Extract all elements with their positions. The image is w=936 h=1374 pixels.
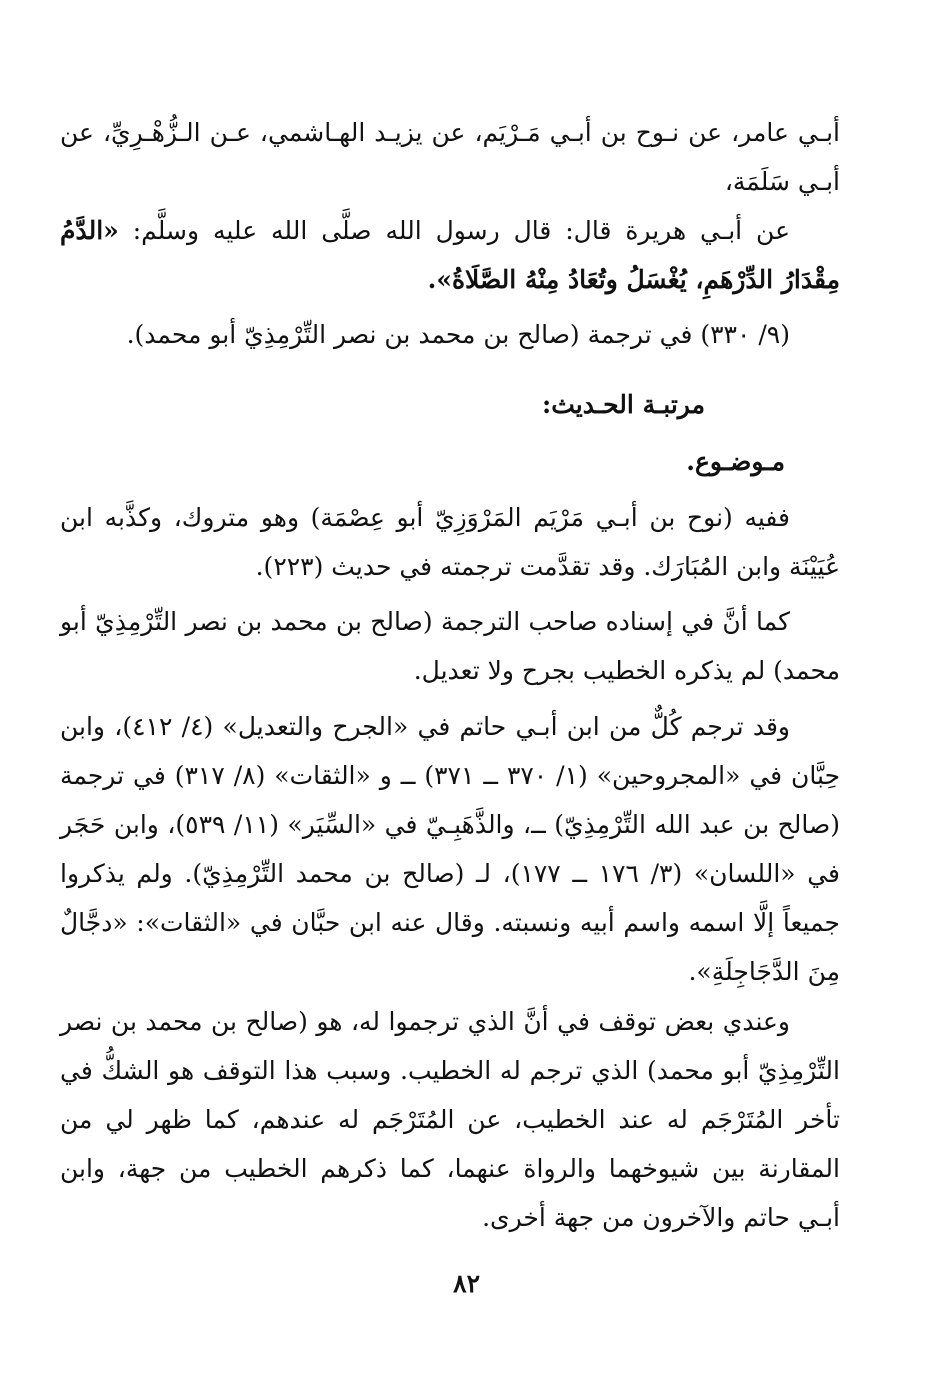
hadith-intro: عن أبـي هريرة قال: قال رسول الله صلَّى الله عليه وسلَّم: <box>118 216 790 245</box>
paragraph-reservation: وعندي بعض توقف في أنَّ الذي ترجموا له، هو (صالح بن محمد بن نصر التِّرْمِذِيّ أبو محمد) الذي ترجم له الخطيب. وسبب هذا التوقف هو الشكُّ في تأخر المُتَرْجَم له عند الخطيب، عن المُتَرْجَم له عندهم، كما ظهر لي من المقارنة بين شيوخهما والرواة عنهما، كما ذكرهم الخطيب من جهة، وابن أبـي حاتم والآخرون من جهة أخرى. <box>60 1007 840 1232</box>
source-reference: (٩/ ٣٣٠) في ترجمة (صالح بن محمد بن نصر التِّرْمِذِيّ أبو محمد). <box>126 320 790 349</box>
hadith-paragraph <box>60 206 840 304</box>
isnad-paragraph: أبـي عامر، عن نـوح بن أبـي مَـرْيَم، عن يزيـد الهـاشمي، عـن الـزُّهْـرِيِّ، عن أبـي سَلَمَة، <box>60 118 840 196</box>
section-heading: مرتبـة الحـديث: <box>541 390 705 419</box>
paragraph-biographies: وقد ترجم كُلٌّ من ابن أبـي حاتم في «الجرح والتعديل» (٤/ ٤١٢)، وابن حِبَّان في «المجروحين» (١/ ٣٧٠ ــ ٣٧١) ــ و «الثقات» (٨/ ٣١٧) في ترجمة (صالح بن عبد الله التِّرْمِذِيّ) ــ، والذَّهَبِـيّ في «السِّيَر» (١١/ ٥٣٩)، وابن حَجَر في «اللسان» (٣/ ١٧٦ ــ ١٧٧)، لـ (صالح بن محمد التِّرْمِذِيّ). ولم يذكروا جميعاً إلَّا اسمه واسم أبيه ونسبته. وقال عنه ابن حبَّان في «الثقات»: «دجَّالٌ مِنَ الدَّجَاجِلَةِ». <box>60 712 841 986</box>
hadith-grade: مـوضـوع. <box>686 447 785 476</box>
paragraph-narrator: ففيه (نوح بن أبـي مَرْيَم المَرْوَزِيّ أبو عِصْمَة) وهو متروك، وكذَّبه ابن عُيَيْنَة وابن المُبَارَك. وقد تقدَّمت ترجمته في حديث (٢٢٣). <box>60 503 840 581</box>
page-number: ٨٢ <box>453 1269 480 1298</box>
document-page <box>60 0 840 1374</box>
paragraph-isnad-note: كما أنَّ في إسناده صاحب الترجمة (صالح بن محمد بن نصر التِّرْمِذِيّ أبو محمد) لم يذكره الخطيب بجرح ولا تعديل. <box>60 607 840 685</box>
hadith-text: «الدَّمُ مِقْدَارُ الدِّرْهَمِ، يُغْسَلُ وتُعَادُ مِنْهُ الصَّلَاةُ». <box>60 216 840 294</box>
